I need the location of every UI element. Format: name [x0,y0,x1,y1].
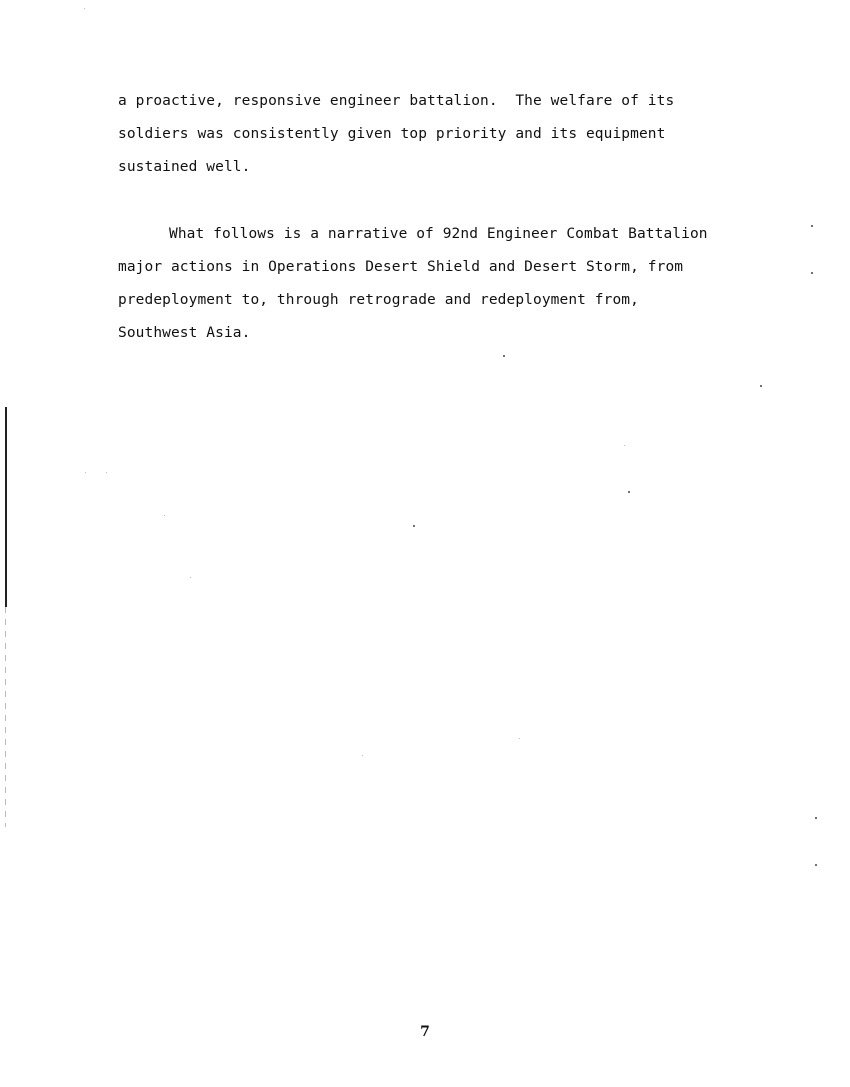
scan-edge-mark [5,407,7,607]
scan-speck [503,355,505,357]
scan-speck [413,525,415,527]
paragraph-1-line-1: a proactive, responsive engineer battalion. The welfare of its [118,93,675,109]
scan-speck [815,817,817,819]
page-number: 7 [420,1024,430,1040]
paragraph-2-line-1: What follows is a narrative of 92nd Engineer Combat Battalion [169,226,708,242]
scan-speck [628,491,630,493]
paragraph-2-line-4: Southwest Asia. [118,325,251,341]
scan-speck [811,225,813,227]
paragraph-1 [118,85,798,184]
paragraph-2 [118,218,798,350]
paragraph-1-line-3: sustained well. [118,159,251,175]
paragraph-2-line-3: predeployment to, through retrograde and redeployment from, [118,292,639,308]
scan-speck [106,472,107,473]
scan-speck [815,864,817,866]
scan-speck [811,272,813,274]
scan-edge-faint-mark [5,607,6,827]
scan-speck [519,738,520,739]
scan-speck [362,755,363,756]
scan-speck [624,445,625,446]
scan-speck [164,515,165,516]
paragraph-1-line-2: soldiers was consistently given top priority and its equipment [118,126,666,142]
scan-speck [760,385,762,387]
paragraph-2-line-2: major actions in Operations Desert Shield and Desert Storm, from [118,259,684,275]
scan-speck [84,8,85,9]
scan-speck [190,577,191,578]
scan-speck [85,472,86,473]
